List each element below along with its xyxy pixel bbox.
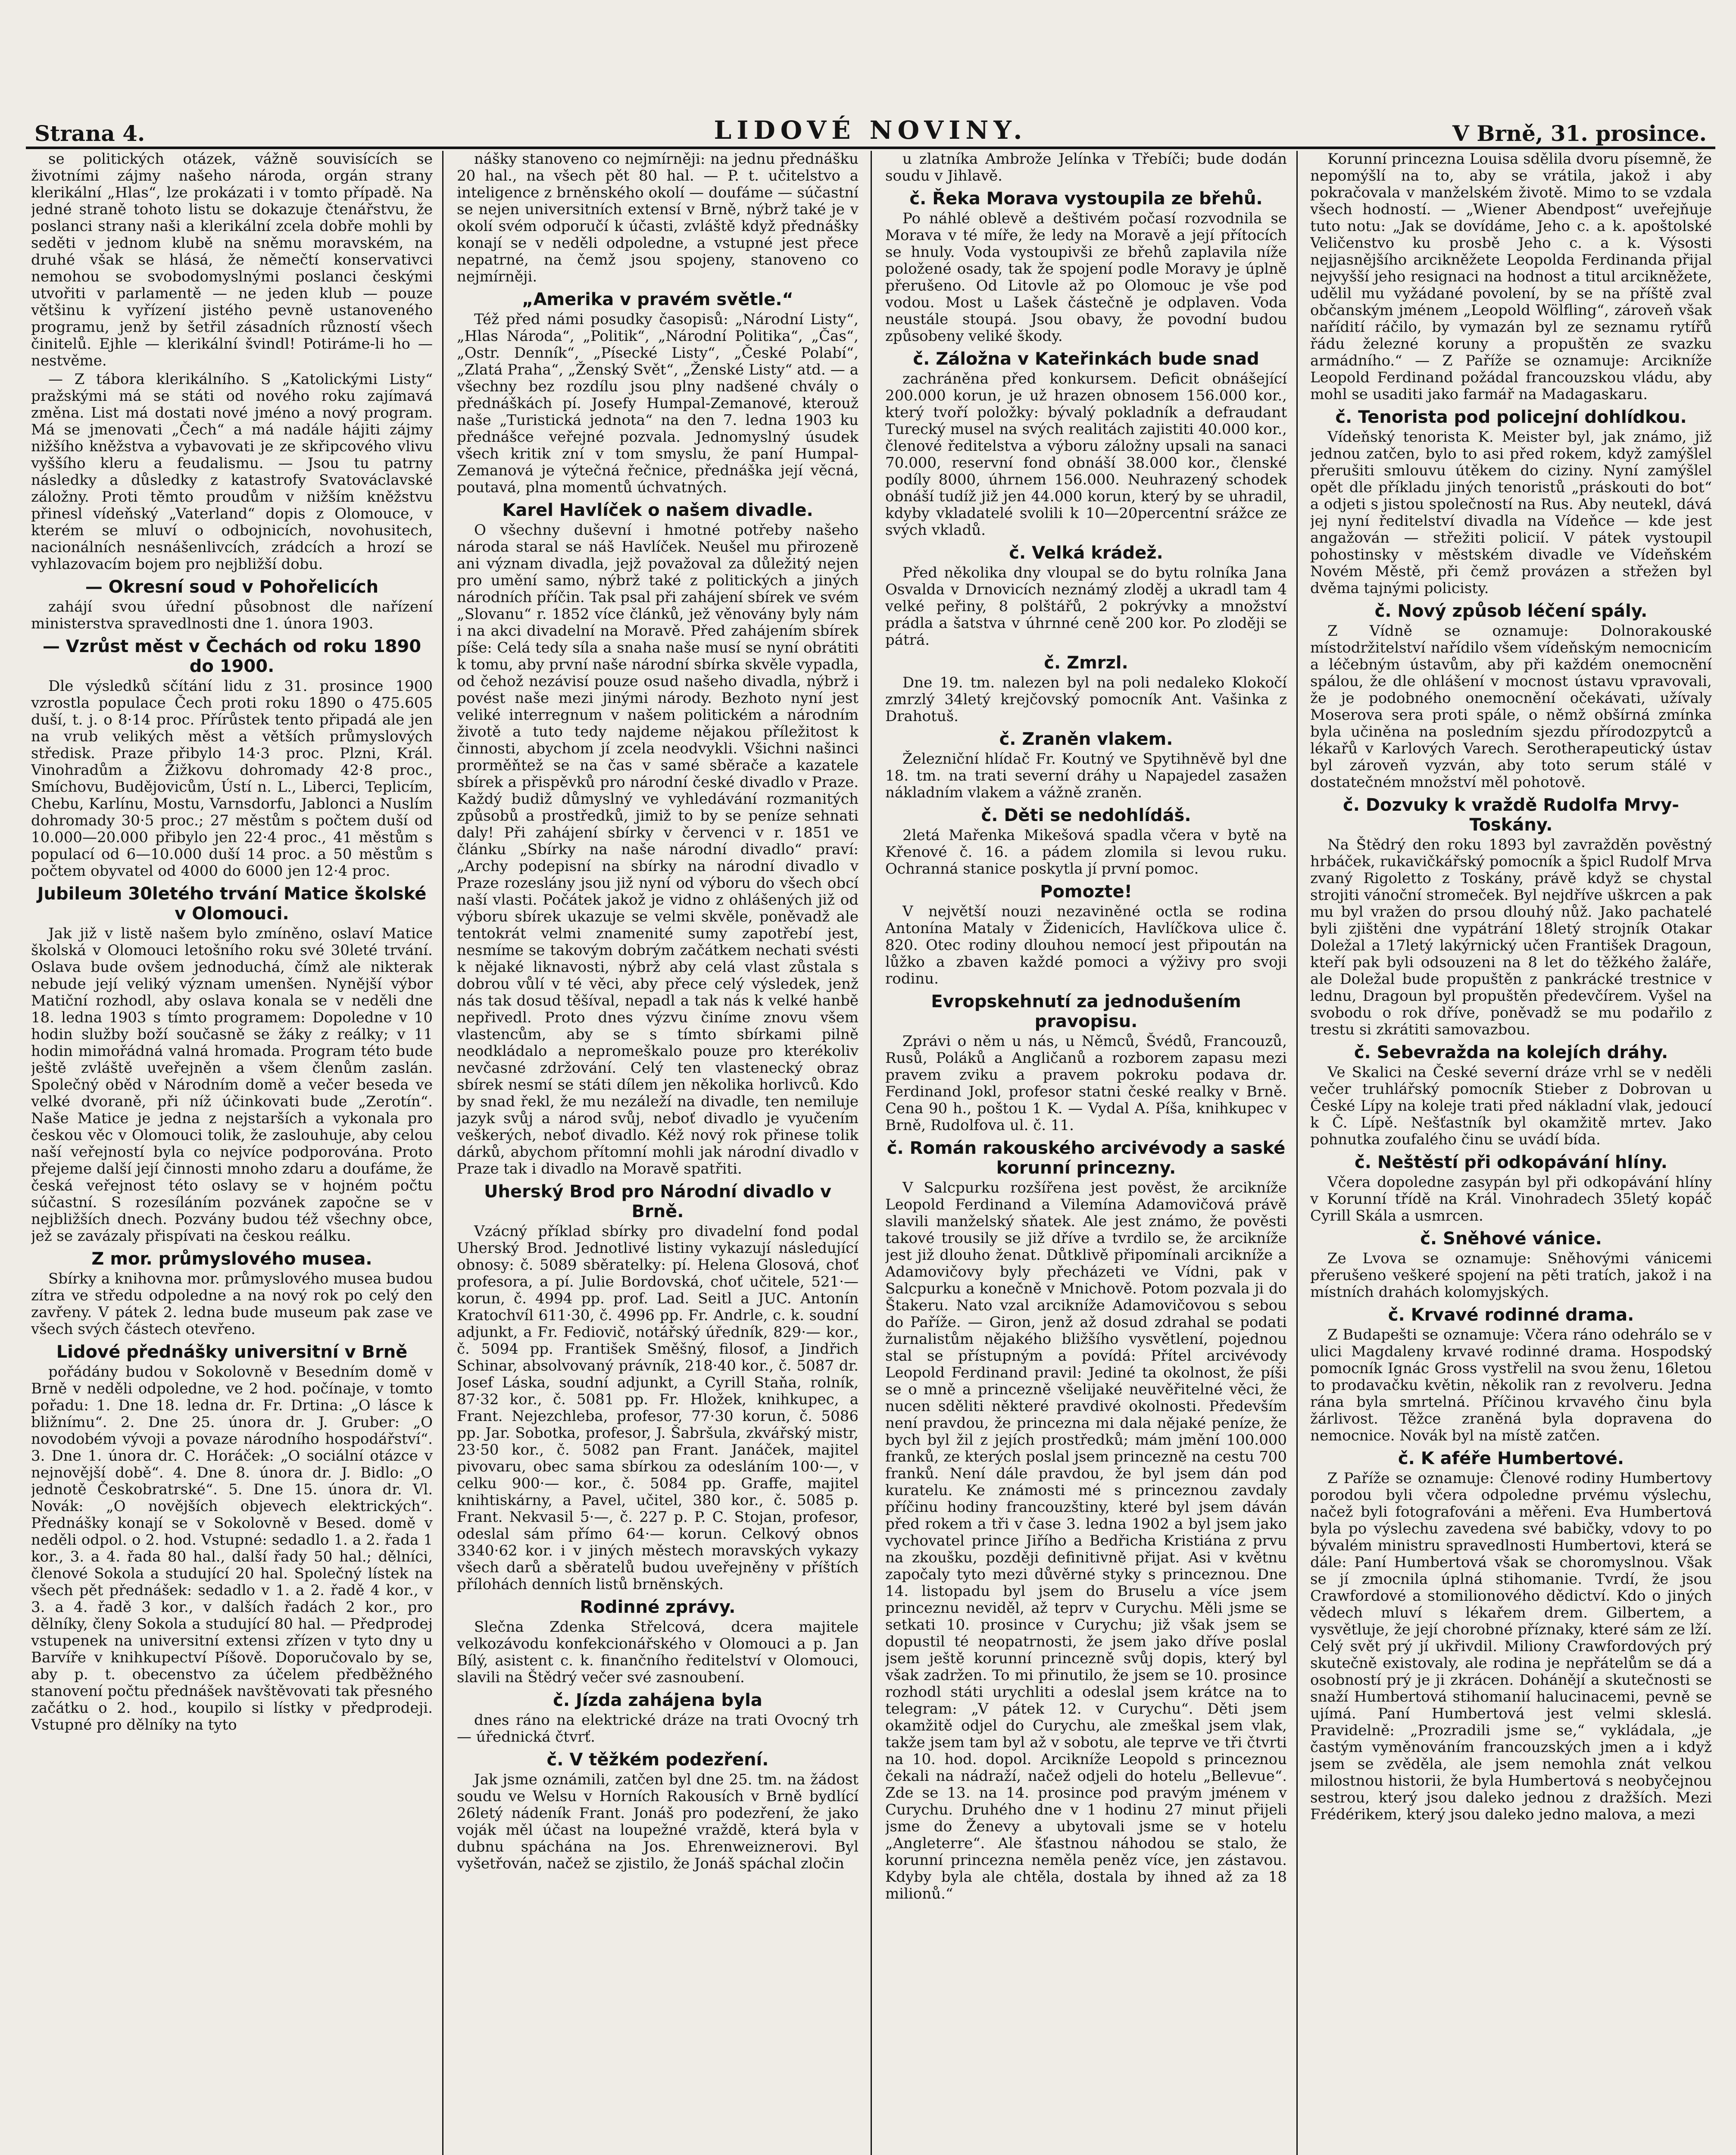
article-paragraph: Železniční hlídač Fr. Koutný ve Spytihněvě byl dne 18. tm. na trati severní dráhy u Napajedel zasažen nákladním vlakem a vážně zraněn. (885, 750, 1287, 801)
article-paragraph: Též před námi posudky časopisů: „Národní Listy“, „Hlas Národa“, „Politik“, „Národní Politika“, „Čas“, „Ostr. Denník“, „Písecké Listy“, „České Polabí“, „Zlatá Praha“, „Ženský Svět“, „Ženské Listy“ atd. — a všechny bez rozdílu jsou plny nadšené chvály o přednáškách pí. Josefy Humpal-Zemanové, kterouž naše „Turistická jednota“ na den 7. ledna 1903 ku přednášce veřejné pozvala. Jednomyslný úsudek všech kritik zní v tom smyslu, že paní Humpal-Zemanová je výtečná řečnice, přednáška její věcná, poutavá, plna momentů úchvatných. (457, 311, 859, 496)
article-paragraph: Z Budapešti se oznamuje: Včera ráno odehrálo se v ulici Magdaleny krvavé rodinné drama. Hospodský pomocník Ignác Gross vystřelil na svou ženu, 16letou to prodavačku květin, několik ran z revolveru. Jedna rána byla smrtelná. Příčinou krvavého činu byla žárlivost. Těžce zraněná byla dopravena do nemocnice. Novák byl na místě zatčen. (1310, 1326, 1712, 1444)
article-paragraph: Na Štědrý den roku 1893 byl zavražděn pověstný hrbáček, rukavičkářský pomocník a špicl Rudolf Mrva zvaný Rigoletto z Toskány, právě když se chystal strojiti vánoční stromeček. Byl nejdříve uškrcen a pak mu byl vražen do prsou dlouhý nůž. Jako pachatelé byli zjištěni dne vypátrání 18letý strojník Otakar Doležal a 17letý lakýrnický učen František Dragoun, kteří pak byli odsouzeni na 8 let do těžkého žaláře, ale Doležal bude propuštěn z pankrácké trestnice v lednu, Dragoun byl propuštěn předevčírem. Vyšel na svobodu o rok dříve, poněvadž se mu podařilo z trestu si zkrátiti samovazbou. (1310, 836, 1712, 1038)
article-heading: č. Zraněn vlakem. (999, 729, 1173, 749)
article-heading: Evropskehnutí za jednodušením pravopisu. (931, 992, 1241, 1031)
article-paragraph: Korunní princezna Louisa sdělila dvoru písemně, že nepomýšlí na to, aby se vrátila, jakož i aby pokračovala v manželském životě. Mimo to se vzdala všech hodností. — „Wiener Abendpost“ uveřejňuje tuto notu: „Jak se dovídáme, Jeho c. a k. apoštolské Veličenstvo ku prosbě Jeho c. a k. Výsosti nejjasnějšího arcikněžete Leopolda Ferdinanda přijal nejvyšší jeho resignaci na hodnost a titul arcikněžete, udělil mu vyžádané povolení, by se na příště zval občanským jménem „Leopold Wölfling“, zároveň však nařídití ráčilo, by vymazán byl ze seznamu rytířů řádu železné koruny a propuštěn ze svazku armádního.“ — Z Paříže se oznamuje: Arcikníže Leopold Ferdinand požádal francouzskou vládu, aby mohl se usaditi jako farmář na Madagaskaru. (1310, 151, 1712, 403)
issue-date: V Brně, 31. prosince. (1452, 121, 1707, 146)
article-paragraph: Po náhlé oblevě a deštivém počasí rozvodnila se Morava v té míře, že ledy na Moravě a její přítocích se hnuly. Voda vystoupivši ze břehů zaplavila níže položené osady, tak že spojení podle Moravy je úplně přerušeno. Od Litovle až po Olomouc je vše pod vodou. Most u Lašek částečně je odplaven. Voda neustále stoupá. Jsou obavy, že povodní budou způsobeny veliké škody. (885, 210, 1287, 345)
article-paragraph: O všechny duševní i hmotné potřeby našeho národa staral se náš Havlíček. Neušel mu přirozeně ani význam divadla, jejž považoval za důležitý nejen pro umění samo, nýbrž také z politických a jiných národních příčin. Tak psal při zahájení sbírek ve svém „Slovanu“ r. 1852 více článků, jež věnovány byly nám i na akci divadelní na Moravě. Před zahájením sbírek píše: Celá tedy síla a snaha naše musí se nyní obrátiti k tomu, aby první naše národní sbírka skvěle vypadla, od čehož nezávisí pouze osud našeho divadla, nýbrž i povést naše mezi jinými národy. Bezhoto nyní jest veliké interregnum v našem politickém a národním životě a tuto tedy najdeme nějakou příležitost k činnosti, abychom jí zcela neodvykli. Všichni našinci prorměňtež se na čas v samé sběrače a kazatele sbírek a přispěvků pro národní české divadlo v Praze. Každý budiž důmyslný ve vyhledávání rozmanitých způsobů a prostředků, jimiž to by se peníze sehnati daly! Při zahájení sbírky v červenci v r. 1851 ve článku „Sbírky na naše národní divadlo“ praví: „Archy podepisní na sbírky na národní divadlo v Praze rozeslány jsou již nyní od výboru do všech obcí naší vlasti. Počátek jakož je vidno z ohlášených již od výboru sbírek ukazuje se velmi skvěle, poněvadž ale tentokrát velmi znamenité sumy zapotřebí jest, nesmíme se takovým dobrým začátkem nechati svésti k nějaké liknavosti, nýbrž aby celá vlast zůstala s dobrou vůlí v té věci, aby přece celý výsledek, jenž nás tak dosud těšíval, nepadl a tak nás k velké hanbě nepřivedl. Proto dnes výzvu činíme znovu všem vlastencům, aby se s tímto sbírkami pilně neodkládalo a nepromeškalo pouze pro kterékoliv nevčasné zdržování. Celý ten vlastenecký obraz sbírek nesmí se státi dílem jen několika horlivců. Kdo by snad řekl, že mu nezáleží na divadle, ten nemiluje jazyk svůj a národ svůj, neboť divadlo je vyučením veškerých, neboť divadlo. Kéž nový rok přinese tolik dárků, abychom přítomní mohli jak národní divadlo v Praze tak i divadlo na Moravě spatřiti. (457, 522, 859, 1177)
article-heading: č. K aféře Humbertové. (1398, 1449, 1624, 1468)
header-rule (26, 147, 1715, 149)
article-heading: č. Velká krádež. (1009, 543, 1163, 563)
article-paragraph: Jak jsme oznámili, zatčen byl dne 25. tm. na žádost soudu ve Welsu v Horních Rakousích v Brně bydlící 26letý nádeník Frant. Jonáš pro podezření, že jako voják měl účast na loupežné vraždě, která byla v dubnu spáchána na Jos. Ehrenweiznerovi. Byl vyšetřován, načež se zjistilo, že Jonáš spáchal zločin (457, 1771, 859, 1872)
article-heading: č. Děti se nedohlídáš. (981, 806, 1191, 825)
article-heading: č. Krvavé rodinné drama. (1388, 1305, 1634, 1325)
article-paragraph: Z Vídně se oznamuje: Dolnorakouské místodržitelství nařídilo všem vídeňským nemocnicím a léčebným ústavům, aby při každém onemocnění spálou, že dle ohlášení v mocnost ústavu vpravovali, že je podobného onemocnění očekávati, užívaly Moserova sera proti spále, o němž obšírná zmínka byla učiněna na posledním sjezdu přírodozpytců a lékařů v Karlových Varech. Serotherapeutický ústav byl zároveň vyzván, aby toto serum stálé v dostatečném množství měl pohotově. (1310, 622, 1712, 791)
column-divider (871, 151, 872, 2155)
column-4 (1310, 151, 1712, 2155)
article-paragraph: Jak již v listě našem bylo zmíněno, oslaví Matice školská v Olomouci letošního roku své 30leté trvání. Oslava bude ovšem jednoduchá, čímž ale nikterak nebude její veliký význam umenšen. Nynější výbor Matiční rozhodl, aby oslava konala se v neděli dne 18. ledna 1903 s tímto programem: Dopoledne v 10 hodin služby boží současně se žáky z reálky; v 11 hodin mimořádná valná hromada. Program této bude ještě zvláště uveřejněn a všem členům zaslán. Společný oběd v Národním domě a večer beseda ve velké dvoraně, při níž účinkovati bude „Zerotín“. Naše Matice je jedna z nejstarších a vykonala pro českou věc v Olomouci tolik, že zaslouhuje, aby celou naší veřejností byla co nejvíce podporována. Proto přejeme další její činnosti mnoho zdaru a doufáme, že česká veřejnost této oslavy se v hojném počtu súčastní. S rozesíláním pozvánek započne se v nejbližších dnech. Pozvány budou též všechny obce, jež se zavázaly přispívati na českou reálku. (31, 925, 433, 1245)
article-heading: Lidové přednášky universitní v Brně (56, 1342, 408, 1362)
column-divider (1296, 151, 1298, 2155)
article-heading: č. Nový způsob léčení spály. (1374, 601, 1648, 621)
column-1 (31, 151, 433, 2155)
article-heading: Karel Havlíček o našem divadle. (502, 500, 813, 520)
article-heading: č. Záložna v Kateřinkách bude snad (913, 349, 1259, 369)
article-heading: č. V těžkém podezření. (546, 1750, 769, 1770)
article-paragraph: zachráněna před konkursem. Deficit obnášející 200.000 korun, je už hrazen obnosem 156.000 kor., který tvoří položky: bývalý pokladník a defraudant Turecký musel na svých realitách zajistiti 40.000 kor., členové ředitelstva a výboru záložny upsali na sanaci 70.000, reservní fond obnáší 38.000 kor., členské podíly 8000, úhrnem 156.000. Neuhrazený schodek obnáší tudíž již jen 44.000 korun, který by se uhradil, kdyby vkladatelé svolili k 10—20percentní srážce ze svých vkladů. (885, 370, 1287, 539)
newspaper-page (26, 17, 1715, 2155)
column-3 (885, 151, 1287, 2155)
article-heading: č. Sebevražda na kolejích dráhy. (1354, 1043, 1668, 1062)
article-heading: Pomozte! (1040, 882, 1132, 902)
article-heading: č. Sněhové vánice. (1420, 1229, 1602, 1249)
article-heading: Z mor. průmyslového musea. (91, 1249, 372, 1269)
article-heading: č. Neštěstí při odkopávání hlíny. (1355, 1152, 1667, 1172)
article-paragraph: se politických otázek, vážně souvisících se životními zájmy našeho národa, orgán strany klerikální „Hlas“, lze prokázati i v tomto případě. Na jedné straně tohoto listu se dokazuje čtenářstvu, že poslanci strany naši a klerikální zcela dobře mohli by seděti v jednom klubě na sněmu moravském, na druhé však se hlásá, že němečtí konservativci nemohou se svobodomyslnými poslanci českými utvořiti v parlamentě — ne jeden klub — pouze většinu k vyřízení jistého pevně ustanoveného programu, jenž by šetřil zásadních růzností všech činitelů. Ejhle — klerikální švindl! Potiráme-li ho — nestvěme. (31, 151, 433, 369)
column-2 (457, 151, 859, 2155)
article-paragraph: Dle výsledků sčítání lidu z 31. prosince 1900 vzrostla populace Čech proti roku 1890 o 475.605 duší, t. j. o 8·14 proc. Přírůstek tento připadá ale jen na vrub velikých měst a větších průmyslových středisk. Praze přibylo 14·3 proc. Plzni, Král. Vinohradům a Žižkovu dohromady 42·8 proc., Smíchovu, Budějovicům, Ústí n. L., Liberci, Teplicím, Chebu, Karlínu, Mostu, Varnsdorfu, Jablonci a Nuslím dohromady 30·5 proc.; 27 městům s počtem duší od 10.000—20.000 přibylo jen 22·4 proc., 41 městům s populací od 6—10.000 duší 14 proc. a 50 městům s počtem obyvatel od 4000 do 6000 jen 12·4 proc. (31, 678, 433, 880)
article-paragraph: Slečna Zdenka Střelcová, dcera majitele velkozávodu konfekcionářského v Olomouci a p. Jan Bílý, asistent c. k. finančního ředitelství v Olomouci, slavili na Štědrý večer své zasnoubení. (457, 1618, 859, 1686)
article-paragraph: Před několika dny vloupal se do bytu rolníka Jana Osvalda v Drnovicích neznámý zloděj a ukradl tam 4 velké peřiny, 8 polštářů, 2 pokrývky a množství prádla a šatstva v úhrnné ceně 200 kor. Po zloději se pátrá. (885, 564, 1287, 649)
article-paragraph: Z Paříže se oznamuje: Členové rodiny Humbertovy porodou byli včera odpoledne prvému výslechu, načež byli fotografováni a měřeni. Eva Humbertová byla po výslechu zavedena své babičky, vdovy to po bývalém ministru spravedlnosti Humbertovi, která se dále: Paní Humbertová však se choromyslnou. Však se jí zmocnila úplná stihomanie. Tvrdí, že jsou Crawfordové a stomilionového dědictví. Kdo o jiných vědech mluví s lékařem drem. Gilbertem, a vysvětluje, že její chorobné příznaky, které sám ze lží. Celý svět prý jí ukřivdil. Miliony Crawfordových prý skutečně existovaly, ale rodina je nepřátelům se dá a osobností prý je ji zkrácen. Dohánějí a skutečnosti se snaží Humbertová stihomanií halucinacemi, pevně se ujímá. Paní Humbertová jest velmi skleslá. Pravidelně: „Prozradili jsme se,“ vykládala, „je častým vyměnováním francouzských jmen a i když jsem se zvěděla, ale jsem nemohla znát velkou milostnou historii, že byla Humbertová s neobyčejnou sestrou, který jsou daleko jednou z dražších. Mezi Frédérikem, který jsou daleko jedno malova, a mezi (1310, 1470, 1712, 1823)
article-heading: č. Řeka Morava vystoupila ze břehů. (909, 189, 1263, 209)
article-paragraph: Zprávi o něm u nás, u Němců, Švédů, Francouzů, Rusů, Poláků a Angličanů a rozborem zapasu mezi pravem zviku a pravem pokroku podava dr. Ferdinand Jokl, profesor statni české realky v Brně. Cena 90 h., poštou 1 K. — Vydal A. Píša, knihkupec v Brně, Rudolfova ul. č. 11. (885, 1033, 1287, 1134)
article-paragraph: zahájí svou úřední působnost dle nařízení ministerstva spravedlnosti dne 1. února 1903. (31, 598, 433, 632)
article-paragraph: u zlatníka Ambrože Jelínka v Třebíči; bude dodán soudu v Jihlavě. (885, 151, 1287, 184)
article-paragraph: Včera dopoledne zasypán byl při odkopávání hlíny v Korunní třídě na Král. Vinohradech 35letý kopáč Cyrill Skála a usmrcen. (1310, 1174, 1712, 1224)
article-heading: — Vzrůst měst v Čechách od roku 1890 do 1900. (42, 637, 422, 676)
article-paragraph: V největší nouzi nezaviněné octla se rodina Antonína Mataly v Židenicích, Havlíčkova ulice č. 820. Otec rodiny dlouhou nemocí jest připoután na lůžko a zbaven každé pomoci a výživy pro svoji rodinu. (885, 903, 1287, 987)
article-heading: č. Tenorista pod policejní dohlídkou. (1335, 407, 1687, 427)
article-columns (26, 151, 1715, 2155)
article-heading: Uherský Brod pro Národní divadlo v Brně. (484, 1182, 831, 1221)
article-paragraph: Vídeňský tenorista K. Meister byl, jak známo, již jednou zatčen, bylo to asi před rokem, když zamýšlel přerušiti smlouvu útěkem do ciziny. Nyní zamýšlel opět dle příkladu jiných tenoristů „práskouti do bot“ a odjeti s jistou společností na Rus. Aby neutekl, dává jej nyní ředitelství divadla na Vídeňce — kde jest angažován — střežiti policií. V pátek vystoupil pohostinsky v městském divadle ve Vídeňském Novém Městě, při čemž provázen a střežen byl dvěma tajnými policisty. (1310, 428, 1712, 597)
article-paragraph: nášky stanoveno co nejmírněji: na jednu přednášku 20 hal., na všech pět 80 hal. — P. t. učitelstvo a inteligence z brněnského okolí — doufáme — súčastní se nejen universitních extensí v Brně, nýbrž také je v okolí svém odporučí k účasti, zvláště když přednášky konají se v neděli odpoledne, a vstupné jest přece nepatrné, na čemž jsou spojeny, stanoveno co nejmírněji. (457, 151, 859, 285)
article-paragraph: 2letá Mařenka Mikešová spadla včera v bytě na Křenové č. 16. a pádem zlomila si levou ruku. Ochranná stanice poskytla jí první pomoc. (885, 827, 1287, 878)
article-paragraph: V Salcpurku rozšířena jest pověst, že arcikníže Leopold Ferdinand a Vilemína Adamovičová právě slavili manželský sňatek. Ale jest známo, že pověsti takové trousily se již dříve a tvrdilo se, že arcikníže jest již dlouho ženat. Důtklivě připomínali arcikníže a Adamovičovy byly přecházeti ve Vídni, pak v Salcpurku a konečně v Mnichově. Potom pozvala ji do Štakeru. Nato vzal arcikníže Adamovičovou s sebou do Paříže. — Giron, jenž až dosud zdrahal se podati žurnalistům nějakého bližšího vysvětlení, pojednou stal se přístupným a povídá: Přítel arcivévody Leopold Ferdinand pravil: Jediné ta okolnost, že píši se o mně a princezně všelijaké neuvěřitelné věci, že nucen sděliti některé pravdivé okolnosti. Především není pravdou, že princezna mi dala nějaké peníze, že bych byl žil z jejích prostředků; mám jmění 100.000 franků, ze kterých poslal jsem princezně na cestu 700 franků. Není dále pravdou, že byl jsem dán pod kuratelu. Ke známosti mé s princeznou zavdaly příčinu hodiny francouzštiny, které byl jsem dáván před rokem a tři v čase 3. ledna 1902 a byl jsem jako vychovatel prince Jiřího a Bedřicha Kristiána z prvu na zkoušku, později definitivně přijat. Asi v květnu započaly tyto mezi důvěrné styky s princeznou. Dne 14. listopadu byl jsem do Bruselu a více jsem princeznu neviděl, až teprv v Curychu. Měli jsme se setkati 10. prosince v Curychu; již však jsem se dopustil té neopatrnosti, že jsem jako dříve poslal jsem ještě korunní princezně svůj dopis, který byl však zadržen. To mi přinutilo, že jsem se 10. prosince rozhodl státi urychliti a odeslal jsem krátce na to telegram: „V pátek 12. v Curychu“. Děti jsem okamžitě odjel do Curychu, ale zmeškal jsem vlak, takže jsem tam byl až v sobotu, ale teprve ve tři čtvrti na 10. hod. dopol. Arcikníže Leopold s princeznou čekali na nádraží, načež odjeli do hotelu „Bellevue“. Zde se 13. na 14. prosince pod pravým jménem v Curychu. Druhého dne v 1 hodinu 27 minut přijeli jsme do Ženevy a ubytovali jsme se v hotelu „Angleterre“. Ale šťastnou náhodou se stalo, že korunní princezna neměla peněz více, jen zástavou. Kdyby byla ale chtěla, dostala by ihned až za 18 milionů.“ (885, 1179, 1287, 1902)
article-paragraph: Vzácný příklad sbírky pro divadelní fond podal Uherský Brod. Jednotlivé listiny vykazují následující obnosy: č. 5089 sběratelky: pí. Helena Glosová, choť profesora, a pí. Julie Bordovská, choť učitele, 521·— korun, č. 4994 pp. prof. Lad. Seitl a JUC. Antonín Kratochvíl 611·30, č. 4996 pp. Fr. Andrle, c. k. soudní adjunkt, a Fr. Fediovič, notářský úředník, 829·— kor., č. 5094 pp. František Směšný, filosof, a Jindřich Schinar, absolvovaný právník, 218·40 kor., č. 5087 dr. Josef Láska, soudní adjunkt, a Cyrill Staňa, rolník, 87·32 kor., č. 5081 pp. Fr. Hložek, knihkupec, a Frant. Nejezchleba, profesor, 77·30 korun, č. 5086 pp. Jar. Sobotka, profesor, J. Šabršula, zkvářský mistr, 23·50 kor., č. 5082 pan Frant. Janáček, majitel pivovaru, obec sama sbírkou za odesláním 100·—, v celku 900·— kor., č. 5084 pp. Graffe, majitel knihtiskárny, a Pavel, učitel, 380 kor., č. 5085 p. Frant. Nekvasil 5·—, č. 227 p. P. C. Stojan, profesor, odeslal sám přímo 64·— korun. Celkový obnos 3340·62 kor. i v jiných městech moravských vykazy všech darů a sběratelů budou uveřejněny v příštích přílohách denních listů brněnských. (457, 1223, 859, 1593)
article-paragraph: dnes ráno na elektrické dráze na trati Ovocný trh — úřednická čtvrť. (457, 1712, 859, 1746)
newspaper-title: LIDOVÉ NOVINY. (714, 116, 1027, 145)
article-heading: Rodinné zprávy. (580, 1597, 736, 1617)
article-paragraph: Ve Skalici na České severní dráze vrhl se v neděli večer truhlářský pomocník Stieber z Dobrovan u České Lípy na koleje trati před nákladní vlak, jedoucí k Č. Lípě. Nešťastník byl okamžitě mrtev. Jako pohnutka zoufalého činu se uvádí bída. (1310, 1064, 1712, 1148)
article-heading: Jubileum 30letého trvání Matice školské v Olomouci. (37, 884, 427, 924)
article-paragraph: Ze Lvova se oznamuje: Sněhovými vánicemi přerušeno veškeré spojení na pěti tratích, jakož i na místních drahách kolomyjských. (1310, 1250, 1712, 1301)
article-heading: č. Jízda zahájena byla (553, 1690, 762, 1710)
page-header (26, 108, 1715, 147)
article-paragraph: Dne 19. tm. nalezen byl na poli nedaleko Klokočí zmrzlý 34letý krejčovský pomocník Ant. Vašinka z Drahotuš. (885, 674, 1287, 725)
article-heading: č. Román rakouského arcivévody a saské korunní princezny. (887, 1138, 1286, 1178)
article-heading: č. Dozvuky k vraždě Rudolfa Mrvy-Toskány. (1343, 795, 1679, 835)
article-heading: — Okresní soud v Pohořelicích (85, 577, 379, 597)
article-paragraph: pořádány budou v Sokolovně v Besedním domě v Brně v neděli odpoledne, ve 2 hod. počínaje, v tomto pořadu: 1. Dne 18. ledna dr. Fr. Drtina: „O lásce k bližnímu“. 2. Dne 25. února dr. J. Gruber: „O novodobém vývoji a povaze národního hospodářství“. 3. Dne 1. února dr. C. Horáček: „O sociální otázce v nejnovější době“. 4. Dne 8. února dr. J. Bidlo: „O jednotě Českobratrské“. 5. Dne 15. února dr. Vl. Novák: „O novějších objevech elektrických“. Přednášky konají se v Sokolovně v Besed. domě v neděli odpol. o 2. hod. Vstupné: sedadlo 1. a 2. řada 1 kor., 3. a 4. řada 80 hal., další řady 50 hal.; dělníci, členové Sokola a studující 20 hal. Společný lístek na všech pět přednášek: sedadlo v 1. a 2. řadě 4 kor., v 3. a 4. řadě 3 kor., v dalších řadách 2 kor., pro dělníky, členy Sokola a studující 80 hal. — Předprodej vstupenek na universitní extensi zřízen v tyto dny u Barvíře v knihkupectví Píšově. Doporučovalo by se, aby p. t. obecenstvo za účelem předběžného stanovení počtu přednášek navštěvovati tak přesného začátku o 2. hod., koupilo si lístky v předprodeji. Vstupné pro dělníky na tyto (31, 1363, 433, 1733)
article-paragraph: Sbírky a knihovna mor. průmyslového musea budou zítra ve středu odpoledne a na nový rok po celý den zavřeny. V pátek 2. ledna bude museum pak zase ve všech svých částech otevřeno. (31, 1270, 433, 1338)
article-heading: č. Zmrzl. (1044, 653, 1128, 673)
article-heading: „Amerika v pravém světle.“ (522, 290, 793, 309)
article-paragraph: — Z tábora klerikálního. S „Katolickými Listy“ pražskými má se státi od nového roku zajímavá změna. List má dostati nové jméno a nový program. Má se jmenovati „Čech“ a má nadále hájiti zájmy nižšího kněžstva a vybavovati je ze skřipcového vlivu vyššího kleru a feudalismu. — Jsou tu patrny následky a důsledky z katastrofy Svatováclavské záložny. Proti těmto proudům v nižším kněžstvu přinesl vídeňský „Vaterland“ dopis z Olomouce, v kterém se mluví o odbojnicích, novohusitech, nacionálních nesnášenlivcích, zrádcích a hrozí se vyhlazovacím bojem pro nejbližší dobu. (31, 371, 433, 573)
page-number: Strana 4. (34, 121, 145, 146)
column-divider (442, 151, 443, 2155)
